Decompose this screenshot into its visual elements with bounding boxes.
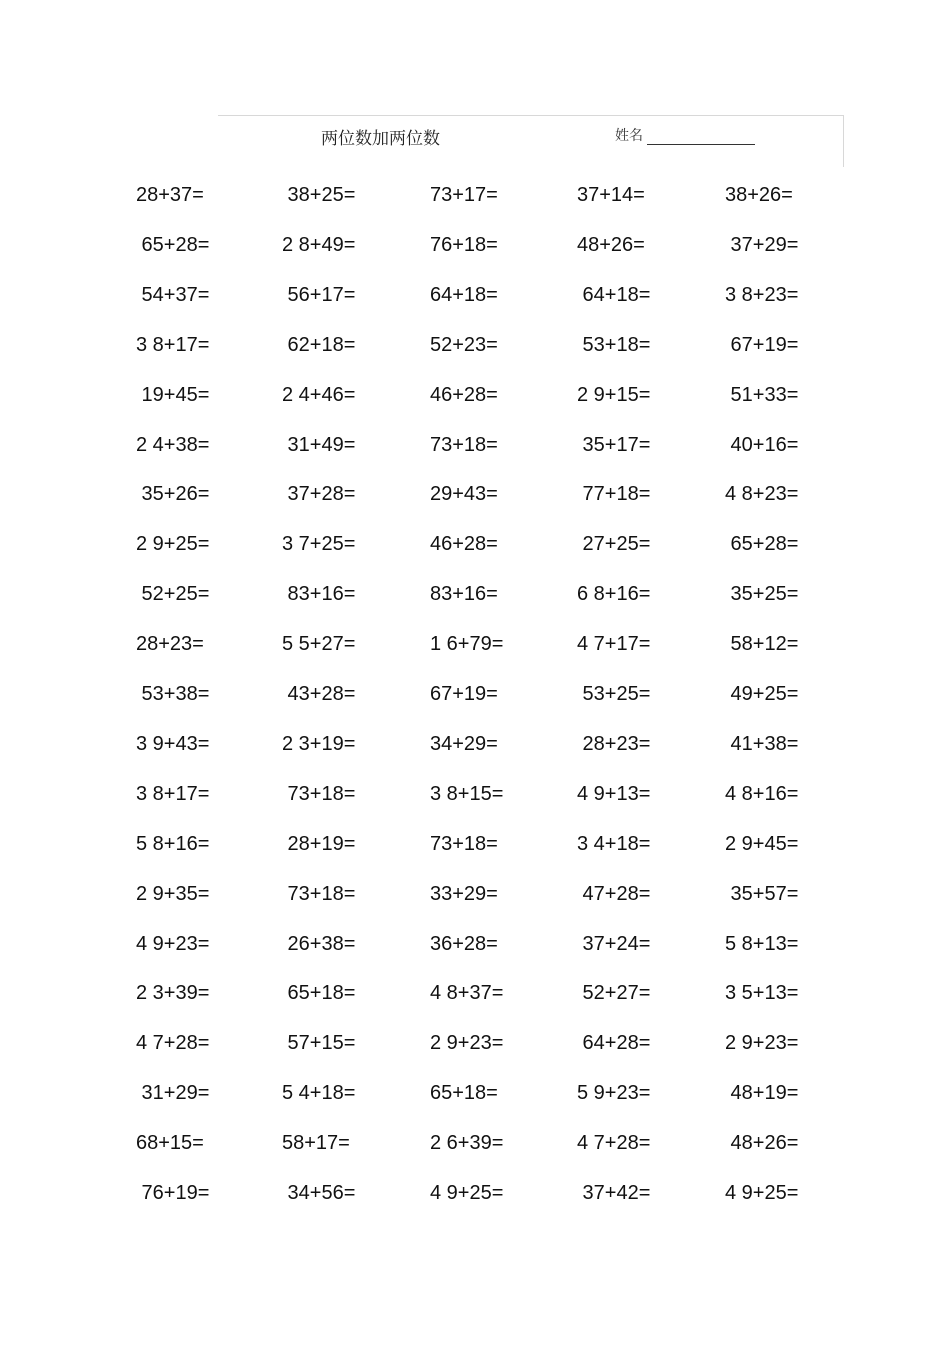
problem-r12-c1: 3 9+43= xyxy=(136,733,210,755)
problem-r9-c4: 6 8+16= xyxy=(577,583,651,605)
problem-r1-c4: 37+14= xyxy=(577,184,645,206)
problem-r15-c4: 47+28= xyxy=(577,883,651,905)
problem-r1-c1: 28+37= xyxy=(136,184,204,206)
problem-r13-c2: 73+18= xyxy=(282,783,356,805)
problem-r7-c5: 4 8+23= xyxy=(725,483,799,505)
problem-r18-c4: 64+28= xyxy=(577,1032,651,1054)
problem-r12-c2: 2 3+19= xyxy=(282,733,356,755)
problem-r6-c4: 35+17= xyxy=(577,434,651,456)
problem-r5-c3: 46+28= xyxy=(430,384,498,406)
problem-r19-c4: 5 9+23= xyxy=(577,1082,651,1104)
problem-r8-c2: 3 7+25= xyxy=(282,533,356,555)
problem-r18-c1: 4 7+28= xyxy=(136,1032,210,1054)
problem-r16-c3: 36+28= xyxy=(430,933,498,955)
problem-r15-c3: 33+29= xyxy=(430,883,498,905)
problem-r21-c3: 4 9+25= xyxy=(430,1182,504,1204)
problem-r9-c1: 52+25= xyxy=(136,583,210,605)
problem-r15-c1: 2 9+35= xyxy=(136,883,210,905)
problem-r18-c3: 2 9+23= xyxy=(430,1032,504,1054)
problem-r12-c3: 34+29= xyxy=(430,733,498,755)
problem-r21-c5: 4 9+25= xyxy=(725,1182,799,1204)
problem-r9-c3: 83+16= xyxy=(430,583,498,605)
problem-r10-c5: 58+12= xyxy=(725,633,799,655)
problem-r3-c3: 64+18= xyxy=(430,284,498,306)
problem-r14-c3: 73+18= xyxy=(430,833,498,855)
problem-r16-c1: 4 9+23= xyxy=(136,933,210,955)
problem-r13-c4: 4 9+13= xyxy=(577,783,651,805)
problem-r6-c2: 31+49= xyxy=(282,434,356,456)
problem-r2-c4: 48+26= xyxy=(577,234,645,256)
problem-r14-c1: 5 8+16= xyxy=(136,833,210,855)
problem-r17-c3: 4 8+37= xyxy=(430,982,504,1004)
problem-r13-c5: 4 8+16= xyxy=(725,783,799,805)
problem-r16-c4: 37+24= xyxy=(577,933,651,955)
problem-r7-c3: 29+43= xyxy=(430,483,498,505)
problem-r4-c5: 67+19= xyxy=(725,334,799,356)
problem-r4-c3: 52+23= xyxy=(430,334,498,356)
problem-r18-c5: 2 9+23= xyxy=(725,1032,799,1054)
problem-r12-c4: 28+23= xyxy=(577,733,651,755)
problem-r11-c4: 53+25= xyxy=(577,683,651,705)
problem-r20-c4: 4 7+28= xyxy=(577,1132,651,1154)
problem-r11-c5: 49+25= xyxy=(725,683,799,705)
problem-r1-c3: 73+17= xyxy=(430,184,498,206)
problem-r15-c5: 35+57= xyxy=(725,883,799,905)
problem-r4-c4: 53+18= xyxy=(577,334,651,356)
problem-r10-c4: 4 7+17= xyxy=(577,633,651,655)
problem-r11-c2: 43+28= xyxy=(282,683,356,705)
problem-r20-c5: 48+26= xyxy=(725,1132,799,1154)
problem-r13-c3: 3 8+15= xyxy=(430,783,504,805)
problem-r12-c5: 41+38= xyxy=(725,733,799,755)
problem-r2-c2: 2 8+49= xyxy=(282,234,356,256)
problem-r20-c1: 68+15= xyxy=(136,1132,204,1154)
problem-r7-c4: 77+18= xyxy=(577,483,651,505)
problem-r2-c3: 76+18= xyxy=(430,234,498,256)
problem-r8-c3: 46+28= xyxy=(430,533,498,555)
problem-r10-c1: 28+23= xyxy=(136,633,204,655)
problem-r14-c2: 28+19= xyxy=(282,833,356,855)
problem-r17-c2: 65+18= xyxy=(282,982,356,1004)
worksheet-title: 两位数加两位数 xyxy=(321,129,440,149)
problem-r15-c2: 73+18= xyxy=(282,883,356,905)
problem-r4-c1: 3 8+17= xyxy=(136,334,210,356)
problem-r4-c2: 62+18= xyxy=(282,334,356,356)
problem-r21-c2: 34+56= xyxy=(282,1182,356,1204)
problem-r3-c4: 64+18= xyxy=(577,284,651,306)
problem-r10-c3: 1 6+79= xyxy=(430,633,504,655)
problem-r17-c1: 2 3+39= xyxy=(136,982,210,1004)
problem-r3-c5: 3 8+23= xyxy=(725,284,799,306)
problem-r17-c5: 3 5+13= xyxy=(725,982,799,1004)
problem-r13-c1: 3 8+17= xyxy=(136,783,210,805)
problem-r2-c5: 37+29= xyxy=(725,234,799,256)
problem-r19-c1: 31+29= xyxy=(136,1082,210,1104)
problem-r20-c2: 58+17= xyxy=(282,1132,350,1154)
problem-r19-c5: 48+19= xyxy=(725,1082,799,1104)
problem-r1-c5: 38+26= xyxy=(725,184,793,206)
problem-r7-c1: 35+26= xyxy=(136,483,210,505)
problem-r18-c2: 57+15= xyxy=(282,1032,356,1054)
problem-r19-c3: 65+18= xyxy=(430,1082,498,1104)
problem-r6-c5: 40+16= xyxy=(725,434,799,456)
problem-r21-c4: 37+42= xyxy=(577,1182,651,1204)
problem-r3-c2: 56+17= xyxy=(282,284,356,306)
problem-r6-c3: 73+18= xyxy=(430,434,498,456)
problem-r14-c5: 2 9+45= xyxy=(725,833,799,855)
problem-r5-c1: 19+45= xyxy=(136,384,210,406)
problem-r6-c1: 2 4+38= xyxy=(136,434,210,456)
problem-r2-c1: 65+28= xyxy=(136,234,210,256)
name-label: 姓名 xyxy=(615,128,643,144)
problem-r8-c1: 2 9+25= xyxy=(136,533,210,555)
problem-r7-c2: 37+28= xyxy=(282,483,356,505)
problem-r19-c2: 5 4+18= xyxy=(282,1082,356,1104)
problem-r9-c5: 35+25= xyxy=(725,583,799,605)
problem-r17-c4: 52+27= xyxy=(577,982,651,1004)
problem-r8-c4: 27+25= xyxy=(577,533,651,555)
problem-r21-c1: 76+19= xyxy=(136,1182,210,1204)
problem-r20-c3: 2 6+39= xyxy=(430,1132,504,1154)
problem-r11-c3: 67+19= xyxy=(430,683,498,705)
problem-r5-c2: 2 4+46= xyxy=(282,384,356,406)
problem-r5-c5: 51+33= xyxy=(725,384,799,406)
problem-r1-c2: 38+25= xyxy=(282,184,356,206)
problem-r10-c2: 5 5+27= xyxy=(282,633,356,655)
problem-r8-c5: 65+28= xyxy=(725,533,799,555)
problem-r9-c2: 83+16= xyxy=(282,583,356,605)
problem-r5-c4: 2 9+15= xyxy=(577,384,651,406)
problem-r11-c1: 53+38= xyxy=(136,683,210,705)
problem-r14-c4: 3 4+18= xyxy=(577,833,651,855)
problem-r3-c1: 54+37= xyxy=(136,284,210,306)
problem-r16-c5: 5 8+13= xyxy=(725,933,799,955)
problem-r16-c2: 26+38= xyxy=(282,933,356,955)
